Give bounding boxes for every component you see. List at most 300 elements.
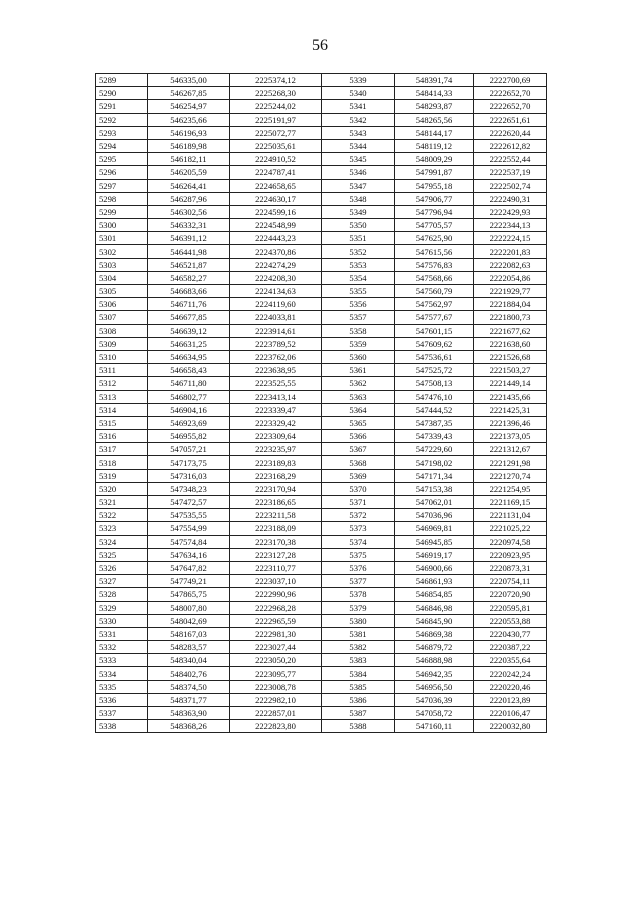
table-row: [96, 509, 547, 522]
x-coordinate-cell: 547198,02: [395, 456, 474, 469]
y-coordinate-cell: 2225244,02: [230, 100, 322, 113]
point-number-cell: 5329: [96, 601, 148, 614]
y-coordinate-cell: 2223037,10: [230, 575, 322, 588]
point-number-cell: 5371: [322, 496, 395, 509]
x-coordinate-cell: 547906,77: [395, 192, 474, 205]
point-number-cell: 5317: [96, 443, 148, 456]
x-coordinate-cell: 546904,16: [148, 403, 230, 416]
y-coordinate-cell: 2221312,67: [474, 443, 547, 456]
x-coordinate-cell: 546711,80: [148, 377, 230, 390]
x-coordinate-cell: 547036,96: [395, 509, 474, 522]
y-coordinate-cell: 2221638,60: [474, 337, 547, 350]
y-coordinate-cell: 2223638,95: [230, 364, 322, 377]
x-coordinate-cell: 546802,77: [148, 390, 230, 403]
x-coordinate-cell: 546945,85: [395, 535, 474, 548]
point-number-cell: 5367: [322, 443, 395, 456]
table-row: [96, 482, 547, 495]
x-coordinate-cell: 548363,90: [148, 707, 230, 720]
table-row: [96, 601, 547, 614]
point-number-cell: 5357: [322, 311, 395, 324]
y-coordinate-cell: 2222857,01: [230, 707, 322, 720]
table-row: [96, 126, 547, 139]
x-coordinate-cell: 546854,85: [395, 588, 474, 601]
point-number-cell: 5298: [96, 192, 148, 205]
table-row: [96, 113, 547, 126]
point-number-cell: 5302: [96, 245, 148, 258]
point-number-cell: 5296: [96, 166, 148, 179]
y-coordinate-cell: 2221929,77: [474, 285, 547, 298]
point-number-cell: 5301: [96, 232, 148, 245]
x-coordinate-cell: 547508,13: [395, 377, 474, 390]
y-coordinate-cell: 2222700,69: [474, 74, 547, 87]
x-coordinate-cell: 548144,17: [395, 126, 474, 139]
x-coordinate-cell: 546846,98: [395, 601, 474, 614]
point-number-cell: 5304: [96, 271, 148, 284]
x-coordinate-cell: 547472,57: [148, 496, 230, 509]
point-number-cell: 5332: [96, 641, 148, 654]
x-coordinate-cell: 546677,85: [148, 311, 230, 324]
table-row: [96, 707, 547, 720]
point-number-cell: 5387: [322, 707, 395, 720]
table-row: [96, 390, 547, 403]
table-row: [96, 535, 547, 548]
y-coordinate-cell: 2222620,44: [474, 126, 547, 139]
x-coordinate-cell: 548009,29: [395, 153, 474, 166]
point-number-cell: 5388: [322, 720, 395, 733]
x-coordinate-cell: 547339,43: [395, 430, 474, 443]
y-coordinate-cell: 2223186,65: [230, 496, 322, 509]
y-coordinate-cell: 2220106,47: [474, 707, 547, 720]
point-number-cell: 5333: [96, 654, 148, 667]
point-number-cell: 5345: [322, 153, 395, 166]
x-coordinate-cell: 546942,35: [395, 667, 474, 680]
table-row: [96, 469, 547, 482]
x-coordinate-cell: 546879,72: [395, 641, 474, 654]
table-row: [96, 179, 547, 192]
table-row: [96, 350, 547, 363]
y-coordinate-cell: 2222224,15: [474, 232, 547, 245]
point-number-cell: 5349: [322, 205, 395, 218]
y-coordinate-cell: 2223168,29: [230, 469, 322, 482]
table-row: [96, 522, 547, 535]
x-coordinate-cell: 548042,69: [148, 614, 230, 627]
x-coordinate-cell: 546869,38: [395, 627, 474, 640]
x-coordinate-cell: 547601,15: [395, 324, 474, 337]
point-number-cell: 5307: [96, 311, 148, 324]
point-number-cell: 5308: [96, 324, 148, 337]
y-coordinate-cell: 2224787,41: [230, 166, 322, 179]
y-coordinate-cell: 2224630,17: [230, 192, 322, 205]
x-coordinate-cell: 546956,50: [395, 680, 474, 693]
point-number-cell: 5293: [96, 126, 148, 139]
point-number-cell: 5355: [322, 285, 395, 298]
point-number-cell: 5382: [322, 641, 395, 654]
x-coordinate-cell: 548293,87: [395, 100, 474, 113]
y-coordinate-cell: 2221254,95: [474, 482, 547, 495]
point-number-cell: 5368: [322, 456, 395, 469]
x-coordinate-cell: 547171,34: [395, 469, 474, 482]
y-coordinate-cell: 2220754,11: [474, 575, 547, 588]
table-row: [96, 192, 547, 205]
table-row: [96, 139, 547, 152]
x-coordinate-cell: 546196,93: [148, 126, 230, 139]
table-row: [96, 377, 547, 390]
y-coordinate-cell: 2221884,04: [474, 298, 547, 311]
x-coordinate-cell: 548265,56: [395, 113, 474, 126]
x-coordinate-cell: 547705,57: [395, 219, 474, 232]
x-coordinate-cell: 546683,66: [148, 285, 230, 298]
point-number-cell: 5312: [96, 377, 148, 390]
point-number-cell: 5375: [322, 548, 395, 561]
table-row: [96, 74, 547, 87]
x-coordinate-cell: 546711,76: [148, 298, 230, 311]
y-coordinate-cell: 2222823,80: [230, 720, 322, 733]
y-coordinate-cell: 2223027,44: [230, 641, 322, 654]
y-coordinate-cell: 2222054,86: [474, 271, 547, 284]
x-coordinate-cell: 546264,41: [148, 179, 230, 192]
y-coordinate-cell: 2223762,06: [230, 350, 322, 363]
table-row: [96, 258, 547, 271]
point-number-cell: 5306: [96, 298, 148, 311]
point-number-cell: 5350: [322, 219, 395, 232]
y-coordinate-cell: 2222990,96: [230, 588, 322, 601]
y-coordinate-cell: 2224548,99: [230, 219, 322, 232]
x-coordinate-cell: 547535,55: [148, 509, 230, 522]
y-coordinate-cell: 2223525,55: [230, 377, 322, 390]
table-row: [96, 416, 547, 429]
x-coordinate-cell: 547560,79: [395, 285, 474, 298]
x-coordinate-cell: 546441,98: [148, 245, 230, 258]
y-coordinate-cell: 2220430,77: [474, 627, 547, 640]
table-row: [96, 205, 547, 218]
point-number-cell: 5348: [322, 192, 395, 205]
coordinates-table: [95, 73, 547, 733]
point-number-cell: 5356: [322, 298, 395, 311]
y-coordinate-cell: 2224599,16: [230, 205, 322, 218]
x-coordinate-cell: 547536,61: [395, 350, 474, 363]
point-number-cell: 5319: [96, 469, 148, 482]
table-row: [96, 496, 547, 509]
table-row: [96, 693, 547, 706]
y-coordinate-cell: 2223339,47: [230, 403, 322, 416]
y-coordinate-cell: 2224119,60: [230, 298, 322, 311]
y-coordinate-cell: 2225035,61: [230, 139, 322, 152]
x-coordinate-cell: 548414,33: [395, 87, 474, 100]
y-coordinate-cell: 2222552,44: [474, 153, 547, 166]
point-number-cell: 5331: [96, 627, 148, 640]
x-coordinate-cell: 547574,84: [148, 535, 230, 548]
point-number-cell: 5373: [322, 522, 395, 535]
table-row: [96, 588, 547, 601]
point-number-cell: 5353: [322, 258, 395, 271]
x-coordinate-cell: 546521,87: [148, 258, 230, 271]
y-coordinate-cell: 2220387,22: [474, 641, 547, 654]
y-coordinate-cell: 2224658,65: [230, 179, 322, 192]
x-coordinate-cell: 546969,81: [395, 522, 474, 535]
y-coordinate-cell: 2221449,14: [474, 377, 547, 390]
x-coordinate-cell: 547796,94: [395, 205, 474, 218]
x-coordinate-cell: 546900,66: [395, 561, 474, 574]
y-coordinate-cell: 2225374,12: [230, 74, 322, 87]
table-row: [96, 298, 547, 311]
point-number-cell: 5380: [322, 614, 395, 627]
x-coordinate-cell: 547955,18: [395, 179, 474, 192]
table-row: [96, 271, 547, 284]
x-coordinate-cell: 546287,96: [148, 192, 230, 205]
point-number-cell: 5354: [322, 271, 395, 284]
point-number-cell: 5351: [322, 232, 395, 245]
table-row: [96, 575, 547, 588]
y-coordinate-cell: 2223050,20: [230, 654, 322, 667]
point-number-cell: 5320: [96, 482, 148, 495]
x-coordinate-cell: 548368,26: [148, 720, 230, 733]
y-coordinate-cell: 2221291,98: [474, 456, 547, 469]
point-number-cell: 5386: [322, 693, 395, 706]
x-coordinate-cell: 547749,21: [148, 575, 230, 588]
x-coordinate-cell: 547153,38: [395, 482, 474, 495]
x-coordinate-cell: 548119,12: [395, 139, 474, 152]
y-coordinate-cell: 2220720,90: [474, 588, 547, 601]
x-coordinate-cell: 547562,97: [395, 298, 474, 311]
y-coordinate-cell: 2220220,46: [474, 680, 547, 693]
point-number-cell: 5318: [96, 456, 148, 469]
x-coordinate-cell: 546267,85: [148, 87, 230, 100]
y-coordinate-cell: 2223008,78: [230, 680, 322, 693]
x-coordinate-cell: 546658,43: [148, 364, 230, 377]
y-coordinate-cell: 2223329,42: [230, 416, 322, 429]
x-coordinate-cell: 548007,80: [148, 601, 230, 614]
table-row: [96, 87, 547, 100]
y-coordinate-cell: 2223170,94: [230, 482, 322, 495]
y-coordinate-cell: 2222344,13: [474, 219, 547, 232]
table-row: [96, 654, 547, 667]
point-number-cell: 5321: [96, 496, 148, 509]
y-coordinate-cell: 2224910,52: [230, 153, 322, 166]
x-coordinate-cell: 547173,75: [148, 456, 230, 469]
y-coordinate-cell: 2224033,81: [230, 311, 322, 324]
x-coordinate-cell: 547476,10: [395, 390, 474, 403]
point-number-cell: 5314: [96, 403, 148, 416]
table-row: [96, 614, 547, 627]
y-coordinate-cell: 2220032,80: [474, 720, 547, 733]
x-coordinate-cell: 546205,59: [148, 166, 230, 179]
y-coordinate-cell: 2222652,70: [474, 100, 547, 113]
x-coordinate-cell: 547348,23: [148, 482, 230, 495]
point-number-cell: 5310: [96, 350, 148, 363]
point-number-cell: 5341: [322, 100, 395, 113]
point-number-cell: 5291: [96, 100, 148, 113]
y-coordinate-cell: 2224208,30: [230, 271, 322, 284]
table-row: [96, 364, 547, 377]
x-coordinate-cell: 547865,75: [148, 588, 230, 601]
point-number-cell: 5294: [96, 139, 148, 152]
y-coordinate-cell: 2223170,38: [230, 535, 322, 548]
y-coordinate-cell: 2224443,23: [230, 232, 322, 245]
y-coordinate-cell: 2222968,28: [230, 601, 322, 614]
y-coordinate-cell: 2223789,52: [230, 337, 322, 350]
y-coordinate-cell: 2221800,73: [474, 311, 547, 324]
point-number-cell: 5328: [96, 588, 148, 601]
y-coordinate-cell: 2222651,61: [474, 113, 547, 126]
y-coordinate-cell: 2223914,61: [230, 324, 322, 337]
y-coordinate-cell: 2223127,28: [230, 548, 322, 561]
y-coordinate-cell: 2221373,05: [474, 430, 547, 443]
x-coordinate-cell: 547444,52: [395, 403, 474, 416]
point-number-cell: 5377: [322, 575, 395, 588]
point-number-cell: 5316: [96, 430, 148, 443]
point-number-cell: 5344: [322, 139, 395, 152]
y-coordinate-cell: 2222965,59: [230, 614, 322, 627]
point-number-cell: 5361: [322, 364, 395, 377]
y-coordinate-cell: 2221270,74: [474, 469, 547, 482]
point-number-cell: 5290: [96, 87, 148, 100]
x-coordinate-cell: 548402,76: [148, 667, 230, 680]
point-number-cell: 5315: [96, 416, 148, 429]
x-coordinate-cell: 547160,11: [395, 720, 474, 733]
y-coordinate-cell: 2221396,46: [474, 416, 547, 429]
point-number-cell: 5300: [96, 219, 148, 232]
y-coordinate-cell: 2223211,58: [230, 509, 322, 522]
table-row: [96, 403, 547, 416]
y-coordinate-cell: 2225191,97: [230, 113, 322, 126]
point-number-cell: 5338: [96, 720, 148, 733]
table-row: [96, 153, 547, 166]
y-coordinate-cell: 2223235,97: [230, 443, 322, 456]
x-coordinate-cell: 547991,87: [395, 166, 474, 179]
y-coordinate-cell: 2221503,27: [474, 364, 547, 377]
point-number-cell: 5374: [322, 535, 395, 548]
table-row: [96, 627, 547, 640]
x-coordinate-cell: 546582,27: [148, 271, 230, 284]
point-number-cell: 5376: [322, 561, 395, 574]
point-number-cell: 5385: [322, 680, 395, 693]
x-coordinate-cell: 547062,01: [395, 496, 474, 509]
x-coordinate-cell: 547058,72: [395, 707, 474, 720]
y-coordinate-cell: 2220595,81: [474, 601, 547, 614]
point-number-cell: 5305: [96, 285, 148, 298]
point-number-cell: 5379: [322, 601, 395, 614]
point-number-cell: 5343: [322, 126, 395, 139]
y-coordinate-cell: 2223188,09: [230, 522, 322, 535]
x-coordinate-cell: 548340,04: [148, 654, 230, 667]
x-coordinate-cell: 547609,62: [395, 337, 474, 350]
y-coordinate-cell: 2222502,74: [474, 179, 547, 192]
table-row: [96, 443, 547, 456]
coordinates-table-body: [96, 74, 547, 733]
page-number: 56: [312, 37, 328, 54]
y-coordinate-cell: 2223309,64: [230, 430, 322, 443]
table-row: [96, 720, 547, 733]
y-coordinate-cell: 2221435,66: [474, 390, 547, 403]
x-coordinate-cell: 548283,57: [148, 641, 230, 654]
point-number-cell: 5363: [322, 390, 395, 403]
x-coordinate-cell: 546634,95: [148, 350, 230, 363]
x-coordinate-cell: 548371,77: [148, 693, 230, 706]
table-row: [96, 337, 547, 350]
point-number-cell: 5370: [322, 482, 395, 495]
x-coordinate-cell: 546639,12: [148, 324, 230, 337]
table-row: [96, 680, 547, 693]
x-coordinate-cell: 546332,31: [148, 219, 230, 232]
x-coordinate-cell: 546861,93: [395, 575, 474, 588]
y-coordinate-cell: 2221025,22: [474, 522, 547, 535]
x-coordinate-cell: 548167,03: [148, 627, 230, 640]
x-coordinate-cell: 546845,90: [395, 614, 474, 627]
point-number-cell: 5362: [322, 377, 395, 390]
point-number-cell: 5311: [96, 364, 148, 377]
point-number-cell: 5365: [322, 416, 395, 429]
point-number-cell: 5303: [96, 258, 148, 271]
point-number-cell: 5324: [96, 535, 148, 548]
y-coordinate-cell: 2223413,14: [230, 390, 322, 403]
x-coordinate-cell: 548391,74: [395, 74, 474, 87]
table-row: [96, 667, 547, 680]
y-coordinate-cell: 2220873,31: [474, 561, 547, 574]
x-coordinate-cell: 546235,66: [148, 113, 230, 126]
point-number-cell: 5381: [322, 627, 395, 640]
point-number-cell: 5289: [96, 74, 148, 87]
table-row: [96, 430, 547, 443]
x-coordinate-cell: 546302,56: [148, 205, 230, 218]
point-number-cell: 5299: [96, 205, 148, 218]
point-number-cell: 5327: [96, 575, 148, 588]
point-number-cell: 5384: [322, 667, 395, 680]
y-coordinate-cell: 2222429,93: [474, 205, 547, 218]
x-coordinate-cell: 548374,50: [148, 680, 230, 693]
y-coordinate-cell: 2224274,29: [230, 258, 322, 271]
x-coordinate-cell: 547387,35: [395, 416, 474, 429]
point-number-cell: 5335: [96, 680, 148, 693]
y-coordinate-cell: 2222981,30: [230, 627, 322, 640]
point-number-cell: 5292: [96, 113, 148, 126]
x-coordinate-cell: 547576,83: [395, 258, 474, 271]
table-row: [96, 456, 547, 469]
point-number-cell: 5347: [322, 179, 395, 192]
point-number-cell: 5336: [96, 693, 148, 706]
point-number-cell: 5337: [96, 707, 148, 720]
table-row: [96, 311, 547, 324]
x-coordinate-cell: 547577,67: [395, 311, 474, 324]
x-coordinate-cell: 546923,69: [148, 416, 230, 429]
point-number-cell: 5378: [322, 588, 395, 601]
y-coordinate-cell: 2220355,64: [474, 654, 547, 667]
point-number-cell: 5372: [322, 509, 395, 522]
table-row: [96, 548, 547, 561]
table-row: [96, 166, 547, 179]
x-coordinate-cell: 546919,17: [395, 548, 474, 561]
y-coordinate-cell: 2222652,70: [474, 87, 547, 100]
x-coordinate-cell: 547229,60: [395, 443, 474, 456]
table-row: [96, 232, 547, 245]
y-coordinate-cell: 2220553,88: [474, 614, 547, 627]
table-row: [96, 641, 547, 654]
x-coordinate-cell: 546182,11: [148, 153, 230, 166]
x-coordinate-cell: 547625,90: [395, 232, 474, 245]
point-number-cell: 5352: [322, 245, 395, 258]
y-coordinate-cell: 2224134,63: [230, 285, 322, 298]
point-number-cell: 5334: [96, 667, 148, 680]
table-row: [96, 324, 547, 337]
y-coordinate-cell: 2223189,83: [230, 456, 322, 469]
y-coordinate-cell: 2220974,58: [474, 535, 547, 548]
point-number-cell: 5323: [96, 522, 148, 535]
point-number-cell: 5309: [96, 337, 148, 350]
point-number-cell: 5346: [322, 166, 395, 179]
y-coordinate-cell: 2221169,15: [474, 496, 547, 509]
x-coordinate-cell: 547615,56: [395, 245, 474, 258]
point-number-cell: 5326: [96, 561, 148, 574]
y-coordinate-cell: 2221526,68: [474, 350, 547, 363]
